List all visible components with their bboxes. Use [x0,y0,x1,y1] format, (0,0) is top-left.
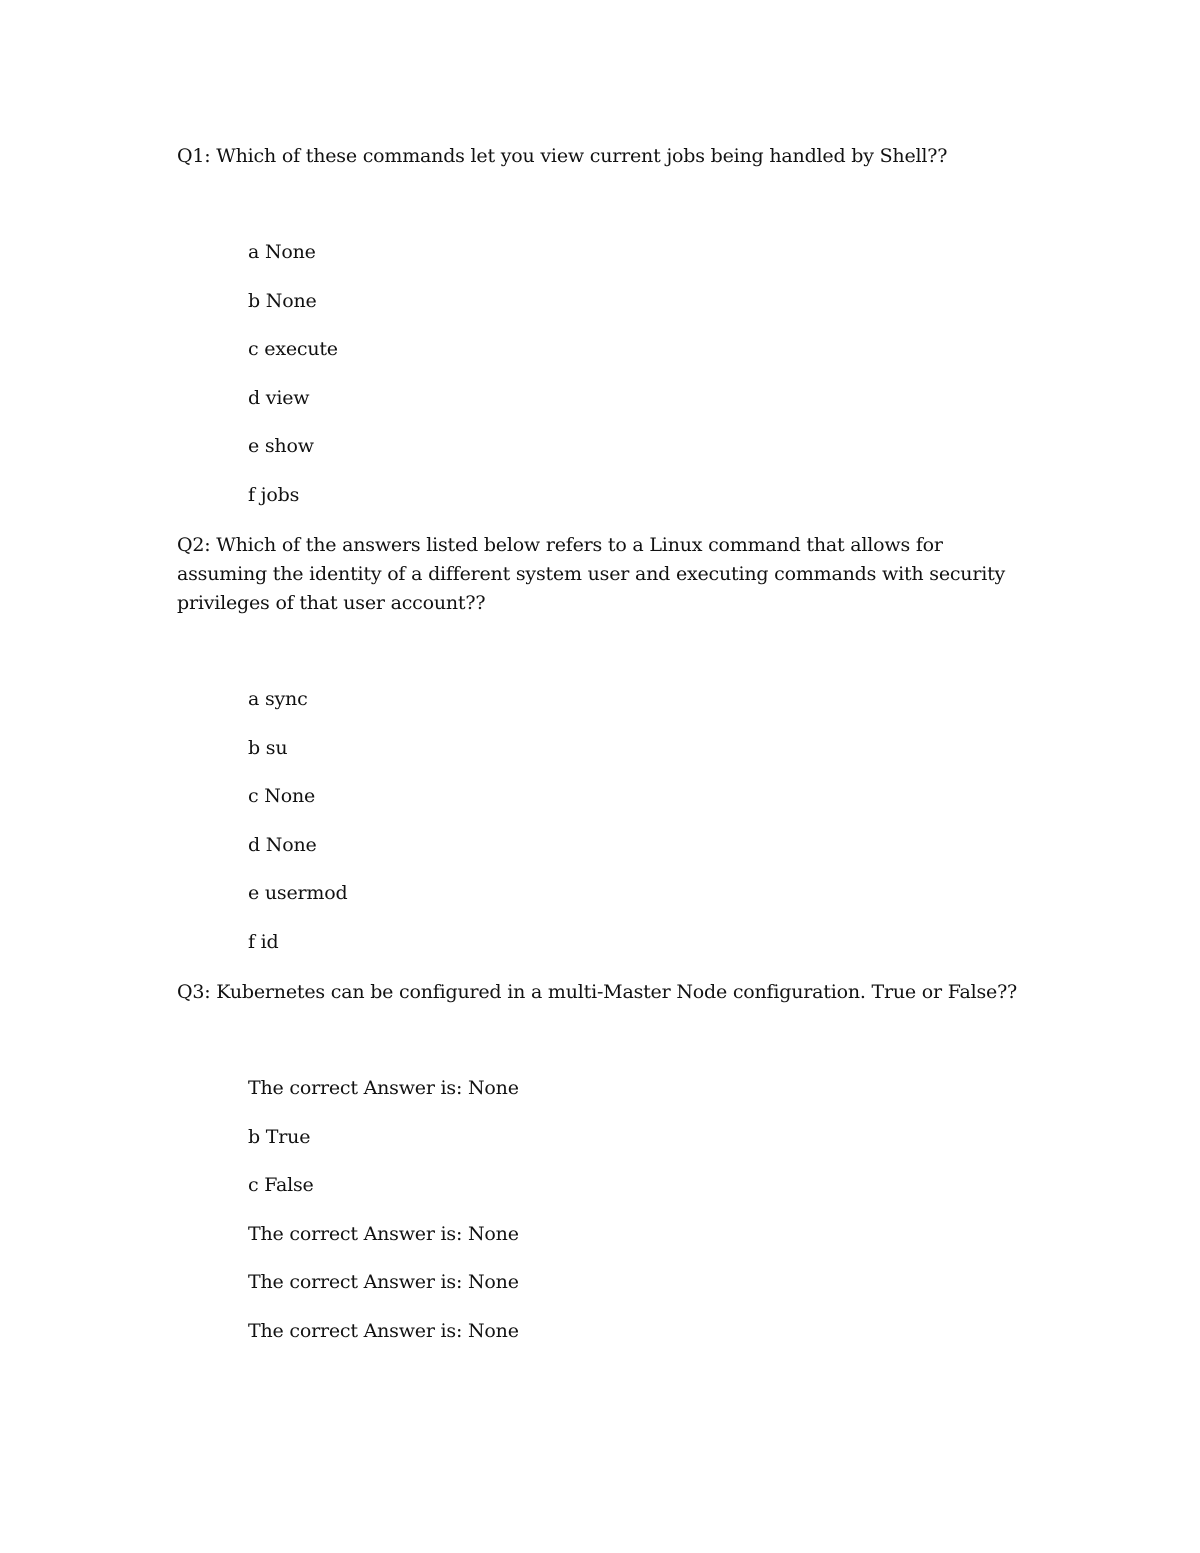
q3-option-5: The correct Answer is: None [248,1271,519,1293]
q3-option-c: c False [248,1174,314,1196]
question-1-text: Q1: Which of these commands let you view current jobs being handled by Shell?? [177,145,948,167]
q1-option-e: e show [248,435,314,457]
q3-option-4: The correct Answer is: None [248,1223,519,1245]
q2-option-c: c None [248,785,316,807]
q3-option-6: The correct Answer is: None [248,1320,519,1342]
q1-option-f: f jobs [248,484,300,506]
q3-option-b: b True [248,1126,311,1148]
q2-option-d: d None [248,834,317,856]
question-2-text: Q2: Which of the answers listed below refers to a Linux command that allows for assuming the identity of a different system user and executing commands with security privileges of that user account?? [177,534,1006,614]
q1-option-c: c execute [248,338,338,360]
q2-option-a: a sync [248,688,308,710]
q3-option-1: The correct Answer is: None [248,1077,519,1099]
q2-option-b: b su [248,737,288,759]
q1-option-b: b None [248,290,317,312]
q1-option-d: d view [248,387,310,409]
q2-option-e: e usermod [248,882,348,904]
q1-option-a: a None [248,241,316,263]
question-3-text: Q3: Kubernetes can be configured in a multi-Master Node configuration. True or False?? [177,981,1018,1003]
q2-option-f: f id [248,931,279,953]
